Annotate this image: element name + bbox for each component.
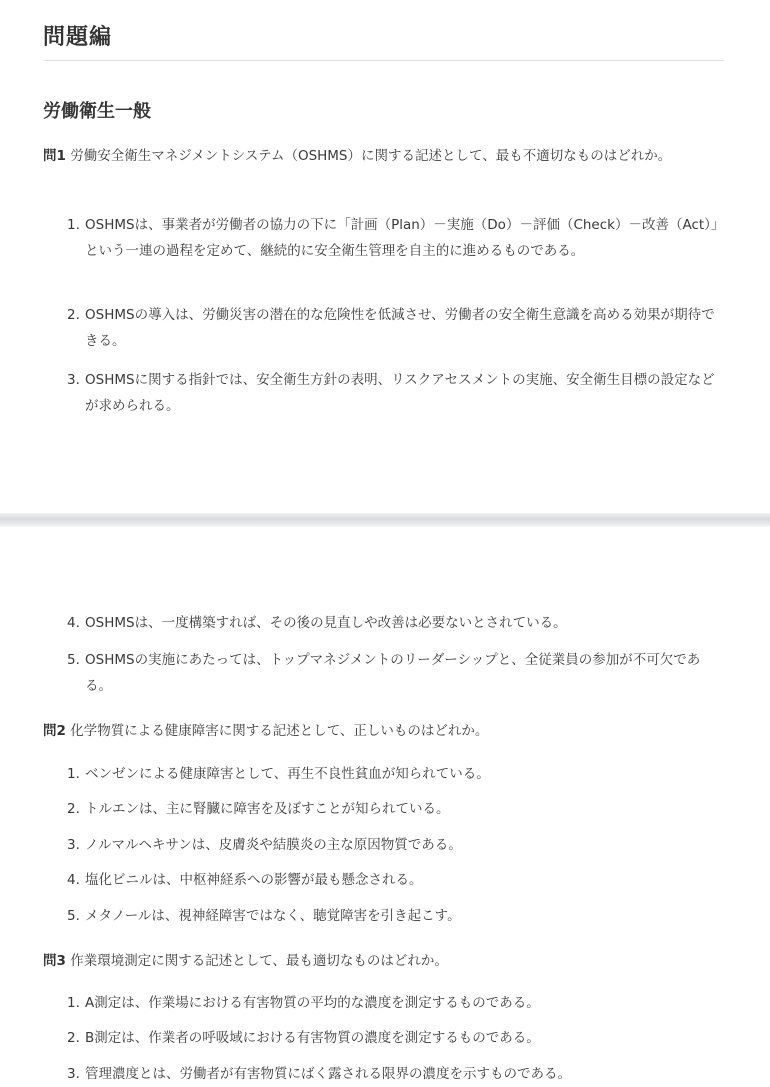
- choice-text: A測定は、作業場における有害物質の平均的な濃度を測定するものである。: [85, 995, 540, 1011]
- question-3-choice-2: [67, 1025, 727, 1051]
- question-2-choice-1: [67, 761, 727, 787]
- title-divider: [43, 60, 724, 61]
- choice-number: 1.: [67, 995, 80, 1011]
- choice-number: 1.: [67, 217, 80, 233]
- choice-text: 塩化ビニルは、中枢神経系への影響が最も懸念される。: [85, 872, 423, 888]
- question-1-choice-1: [67, 212, 727, 264]
- choice-text: ベンゼンによる健康障害として、再生不良性貧血が知られている。: [85, 766, 490, 782]
- choice-number: 2.: [67, 801, 80, 817]
- choice-text: OSHMSの導入は、労働災害の潜在的な危険性を低減させ、労働者の安全衛生意識を高める効果が期待できる。: [85, 307, 715, 349]
- question-3-stem: [43, 948, 733, 974]
- choice-number: 4.: [67, 872, 80, 888]
- page-title: 問題編: [43, 25, 113, 50]
- question-1-choice-4: [67, 610, 727, 636]
- question-3-text: 作業環境測定に関する記述として、最も適切なものはどれか。: [65, 953, 448, 969]
- choice-text: B測定は、作業者の呼吸域における有害物質の濃度を測定するものである。: [85, 1030, 540, 1046]
- choice-number: 3.: [67, 372, 80, 388]
- question-1-stem: [43, 143, 733, 169]
- question-3-choice-1: [67, 990, 727, 1016]
- question-1-text: 労働安全衛生マネジメントシステム（OSHMS）に関する記述として、最も不適切なものはどれか。: [65, 148, 672, 164]
- choice-text: OSHMSは、一度構築すれば、その後の見直しや改善は必要ないとされている。: [85, 615, 567, 631]
- choice-text: ノルマルヘキサンは、皮膚炎や結膜炎の主な原因物質である。: [85, 837, 462, 853]
- question-2-label: 問2: [43, 723, 66, 739]
- page-break: [0, 513, 770, 527]
- choice-text: OSHMSに関する指針では、安全衛生方針の表明、リスクアセスメントの実施、安全衛生目標の設定などが求められる。: [85, 372, 715, 414]
- choice-text: トルエンは、主に腎臓に障害を及ぼすことが知られている。: [85, 801, 450, 817]
- question-2-text: 化学物質による健康障害に関する記述として、正しいものはどれか。: [65, 723, 489, 739]
- choice-number: 5.: [67, 908, 80, 924]
- question-2-choice-5: [67, 903, 727, 929]
- choice-number: 2.: [67, 307, 80, 323]
- choice-number: 4.: [67, 615, 80, 631]
- question-1-choice-5: [67, 647, 727, 699]
- choice-text: OSHMSの実施にあたっては、トップマネジメントのリーダーシップと、全従業員の参加が不可欠である。: [85, 652, 701, 694]
- choice-text: メタノールは、視神経障害ではなく、聴覚障害を引き起こす。: [85, 908, 461, 924]
- question-1-choice-3: [67, 367, 727, 419]
- question-1-choice-2: [67, 302, 727, 354]
- choice-text: OSHMSは、事業者が労働者の協力の下に「計画（Plan）－実施（Do）－評価（Check）－改善（Act）」という一連の過程を定めて、継続的に安全衛生管理を自主的に進めるものである。: [85, 217, 725, 259]
- question-3-label: 問3: [43, 953, 66, 969]
- choice-number: 2.: [67, 1030, 80, 1046]
- question-2-choice-2: [67, 796, 727, 822]
- choice-text: 管理濃度とは、労働者が有害物質にばく露される限界の濃度を示すものである。: [85, 1066, 571, 1082]
- choice-number: 3.: [67, 1066, 80, 1082]
- choice-number: 1.: [67, 766, 80, 782]
- choice-number: 5.: [67, 652, 80, 668]
- question-2-choice-3: [67, 832, 727, 858]
- choice-number: 3.: [67, 837, 80, 853]
- question-3-choice-3: [67, 1061, 727, 1087]
- question-2-stem: [43, 718, 733, 744]
- section-heading: 労働衛生一般: [43, 101, 151, 122]
- question-1-label: 問1: [43, 148, 66, 164]
- question-2-choice-4: [67, 867, 727, 893]
